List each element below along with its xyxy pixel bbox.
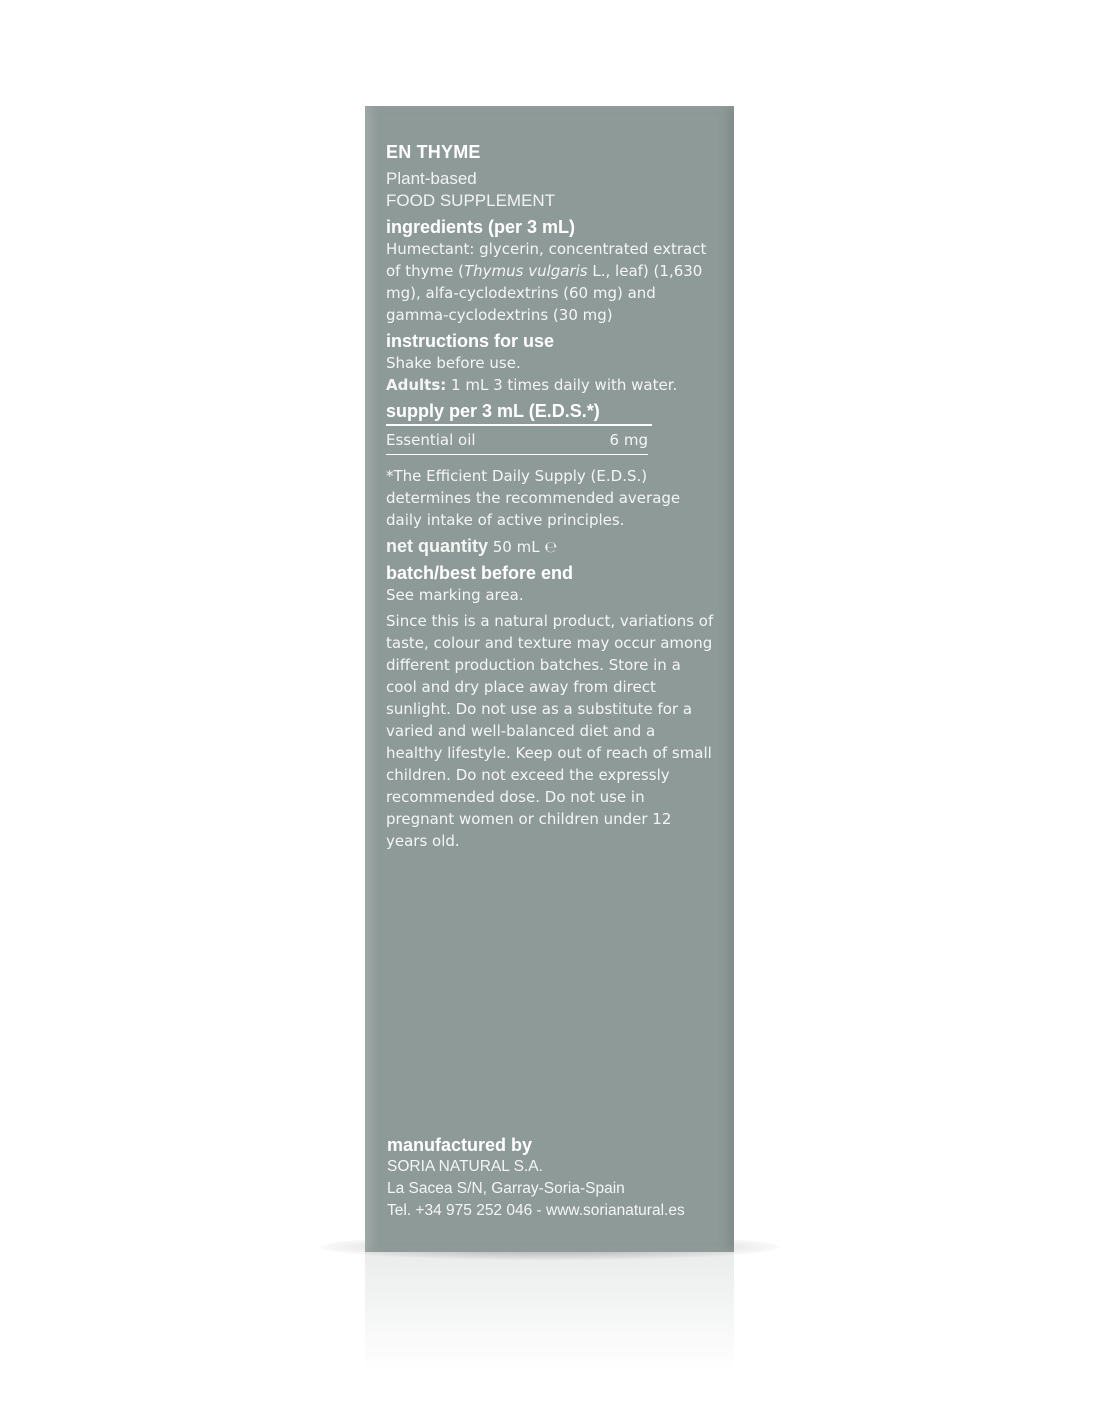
manufacturer-contact: Tel. +34 975 252 046 - www.sorianatural.es	[387, 1202, 685, 1219]
batch-text: See marking area.	[386, 586, 524, 604]
supply-row	[386, 426, 648, 455]
manufacturer-company: SORIA NATURAL S.A.	[387, 1158, 543, 1175]
ingredients-text-part-1: Humectant: glycerin, concentrated extract of thyme (	[386, 240, 707, 280]
ingredients-text	[386, 238, 716, 326]
ingredients-latin-name: Thymus vulgaris	[463, 262, 588, 280]
adults-dosage: 1 mL 3 times daily with water.	[446, 376, 678, 394]
manufacturer-block	[387, 1134, 727, 1222]
product-subtitle-plant-based: Plant-based	[386, 169, 477, 188]
instructions-line: Shake before use.	[386, 354, 521, 372]
manufacturer-heading: manufactured by	[387, 1135, 533, 1155]
label-content	[386, 142, 716, 852]
instructions-heading: instructions for use	[386, 331, 555, 351]
product-subtitle-food-supplement: FOOD SUPPLEMENT	[386, 191, 556, 210]
supply-heading: supply per 3 mL (E.D.S.*)	[386, 400, 652, 426]
net-quantity-label: net quantity	[386, 536, 488, 556]
eds-note	[386, 465, 716, 531]
batch-heading: batch/best before end	[386, 563, 574, 583]
net-quantity-value: 50 mL ℮	[488, 538, 558, 556]
ingredients-text-part-2: L., leaf) (1,630 mg), alfa-cyclodextrins (60 mg) and gamma-cyclodextrins (30 mg)	[386, 262, 703, 324]
product-box-side-panel	[365, 106, 734, 1252]
eds-note-title: *The Efficient Daily Supply (E.D.S.)	[386, 467, 648, 485]
adults-label: Adults:	[386, 376, 447, 394]
manufacturer-address: La Sacea S/N, Garray-Soria-Spain	[387, 1180, 625, 1197]
eds-note-text: determines the recommended average daily intake of active principles.	[386, 489, 681, 529]
warnings-text: Since this is a natural product, variations of taste, colour and texture may occur among different production batches. Store in a cool and dry place away from direct sunlight. Do not use as a substitute for a varied and well-balanced diet and a healthy lifestyle. Keep out of reach of small children. Do not exceed the expressly recommended dose. Do not use in pregnant women or children under 12 years old.	[386, 612, 714, 850]
ingredients-heading: ingredients (per 3 mL)	[386, 217, 576, 237]
product-title: EN THYME	[386, 142, 481, 162]
instructions-adults	[386, 374, 716, 396]
net-quantity	[386, 535, 716, 558]
supply-ingredient-amount: 6 mg	[609, 431, 648, 449]
supply-ingredient-name: Essential oil	[386, 431, 476, 449]
box-reflection	[365, 1252, 734, 1372]
